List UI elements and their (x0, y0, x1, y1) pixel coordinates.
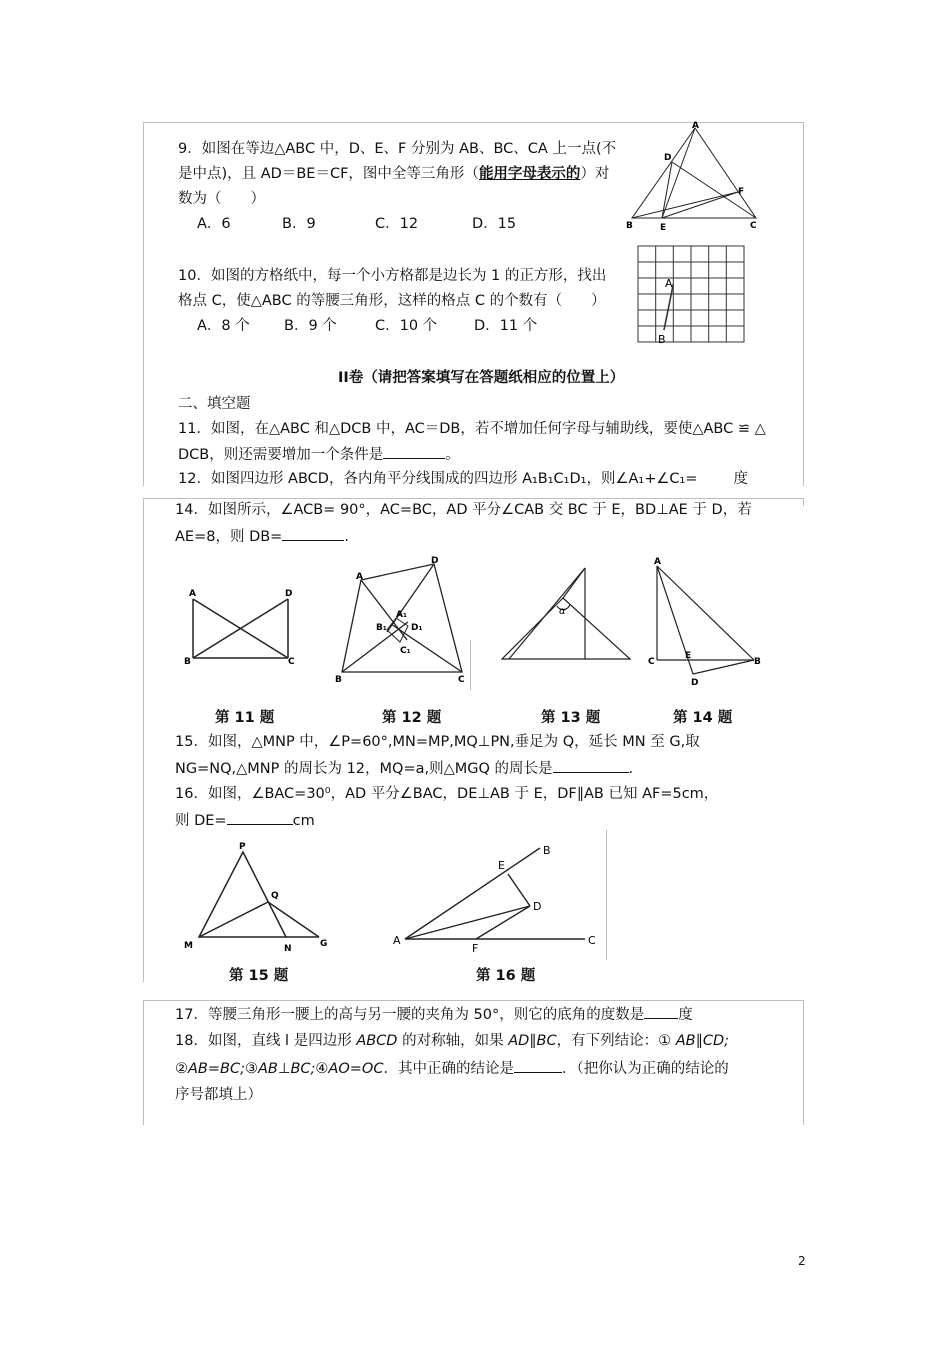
fig13-label-alpha: α (559, 606, 566, 617)
fig12-label-c1: C₁ (400, 646, 411, 656)
fig12-label-d1: D₁ (411, 623, 423, 633)
fig11-caption: 第 11 题 (215, 710, 275, 726)
fig12-label-c: C (458, 675, 465, 685)
q9-segment-ef (662, 192, 738, 218)
fig15-label-p: P (239, 842, 246, 852)
fig14-label-d: D (691, 678, 699, 687)
q9-triangle-abc (632, 128, 756, 218)
fig12-label-a1: A₁ (396, 610, 407, 620)
q9-option-d: D．15 (472, 216, 517, 232)
q18-line2: ②AB=BC;③AB⊥BC;④AO=OC．其中正确的结论是 ．（把你认为正确的结论的 (175, 1058, 729, 1079)
q14-line2: AE=8，则 DB= . (175, 526, 349, 547)
q9-label-c: C (750, 221, 757, 231)
frame-top-2 (143, 498, 804, 499)
q10-option-a: A．8 个 (197, 318, 250, 334)
q9-figure (620, 120, 770, 235)
frame-right-2 (803, 498, 804, 506)
q10-line1: 10．如图的方格纸中，每一个小方格都是边长为 1 的正方形，找出 (178, 268, 607, 284)
q9-label-a: A (692, 121, 699, 131)
q9-line1: 9．如图在等边△ABC 中，D、E、F 分别为 AB、BC、CA 上一点(不 (178, 141, 617, 157)
frame-right-3 (803, 1000, 804, 1125)
q11-line2: DCB，则还需要增加一个条件是 。 (178, 444, 460, 465)
q9-option-b: B．9 (282, 216, 316, 232)
q9-label-d: D (664, 153, 672, 163)
fig12-caption: 第 12 题 (382, 710, 442, 726)
q10-line2: 格点 C，使△ABC 的等腰三角形，这样的格点 C 的个数有（ ） (178, 293, 606, 309)
fig16-label-f: F (472, 942, 479, 955)
fig16 (390, 838, 605, 958)
frame-left-2 (143, 498, 144, 982)
frame-left-1 (143, 122, 144, 486)
q9-option-a: A．6 (197, 216, 231, 232)
q10-label-b: B (658, 333, 666, 346)
q9-label-f: F (738, 187, 745, 197)
fig13 (495, 562, 635, 664)
fig15-label-q: Q (271, 891, 279, 901)
fig15-caption: 第 15 题 (229, 968, 289, 984)
q11-answer-blank[interactable] (383, 444, 445, 459)
q9-label-b: B (626, 221, 633, 231)
q14-line1: 14．如图所示，∠ACB= 90°，AC=BC，AD 平分∠CAB 交 BC 于 E，BD⊥AE 于 D，若 (175, 502, 752, 518)
frame-left-3 (143, 1000, 144, 1125)
q10-segment-ab (664, 284, 673, 330)
q15-answer-blank[interactable] (553, 758, 629, 773)
q18-line1: 18．如图，直线 l 是四边形 ABCD 的对称轴，如果 AD∥BC，有下列结论：① AB∥CD; (175, 1033, 730, 1049)
section2-subtitle: 二、填空题 (178, 396, 251, 412)
q17-line1: 17．等腰三角形一腰上的高与另一腰的夹角为 50°，则它的底角的度数是 度 (175, 1004, 693, 1025)
frame-top-3 (143, 1000, 804, 1001)
q11-line1: 11．如图，在△ABC 和△DCB 中，AC＝DB，若不增加任何字母与辅助线，要使△ABC ≌ △ (178, 421, 766, 437)
fig16-label-c: C (588, 934, 596, 947)
fig15-label-n: N (284, 944, 292, 954)
q10-option-d: D．11 个 (474, 318, 538, 334)
q9-segment-ae (662, 128, 695, 218)
fig16-label-e: E (498, 859, 505, 872)
q9-label-e: E (660, 223, 667, 233)
q9-line3: 数为（ ） (178, 191, 265, 207)
fig12-label-b: B (335, 675, 342, 685)
q9-option-c: C．12 (375, 216, 419, 232)
fig14 (645, 552, 765, 687)
fig11-label-c: C (288, 657, 295, 667)
fig16-label-b: B (543, 844, 551, 857)
fig14-label-e: E (685, 651, 692, 661)
page-number: 2 (798, 1254, 806, 1268)
fig14-label-b: B (754, 657, 761, 667)
fig16-label-d: D (533, 900, 542, 913)
q12-line1: 12．如图四边形 ABCD，各内角平分线围成的四边形 A₁B₁C₁D₁，则∠A₁+∠C₁= 度 (178, 471, 748, 487)
fig11-label-a: A (189, 589, 196, 599)
q9-line2: 是中点)，且 AD＝BE＝CF，图中全等三角形（能用字母表示的）对 (178, 166, 610, 182)
q17-answer-blank[interactable] (644, 1004, 678, 1019)
fig12 (330, 552, 470, 687)
q18-answer-blank[interactable] (514, 1058, 562, 1073)
fig11 (180, 584, 300, 674)
q16-answer-blank[interactable] (227, 810, 293, 825)
q16-line1: 16．如图，∠BAC=30⁰，AD 平分∠BAC，DE⊥AB 于 E，DF∥AB 已知 AF=5cm， (175, 786, 719, 802)
fig14-caption: 第 14 题 (673, 710, 733, 726)
fig14-label-c: C (648, 657, 655, 667)
q14-answer-blank[interactable] (282, 526, 344, 541)
q15-line1: 15．如图，△MNP 中，∠P=60°,MN=MP,MQ⊥PN,垂足为 Q，延长 MN 至 G,取 (175, 734, 700, 750)
fig12-label-d: D (431, 556, 439, 566)
frame-divider-fig12 (470, 640, 471, 690)
fig14-label-a: A (654, 557, 661, 567)
q10-option-b: B．9 个 (284, 318, 337, 334)
fig15-label-g: G (320, 939, 328, 949)
fig12-label-a: A (356, 572, 363, 582)
fig15-label-m: M (184, 941, 193, 951)
q18-line3: 序号都填上） (175, 1087, 262, 1103)
fig15 (180, 836, 340, 956)
fig11-label-d: D (285, 589, 293, 599)
q10-grid-figure (636, 244, 748, 346)
fig12-label-b1: B₁ (376, 623, 387, 633)
q16-line2: 则 DE= cm (175, 810, 315, 831)
fig16-caption: 第 16 题 (476, 968, 536, 984)
section2-title: II卷（请把答案填写在答题纸相应的位置上） (338, 370, 625, 386)
fig13-caption: 第 13 题 (541, 710, 601, 726)
q15-line2: NG=NQ,△MNP 的周长为 12，MQ=a,则△MGQ 的周长是 . (175, 758, 633, 779)
frame-divider-fig16 (606, 830, 607, 960)
q10-option-c: C．10 个 (375, 318, 438, 334)
frame-right-1 (803, 122, 804, 486)
q10-label-a: A (665, 277, 673, 290)
fig11-label-b: B (184, 657, 191, 667)
fig16-label-a: A (393, 934, 401, 947)
